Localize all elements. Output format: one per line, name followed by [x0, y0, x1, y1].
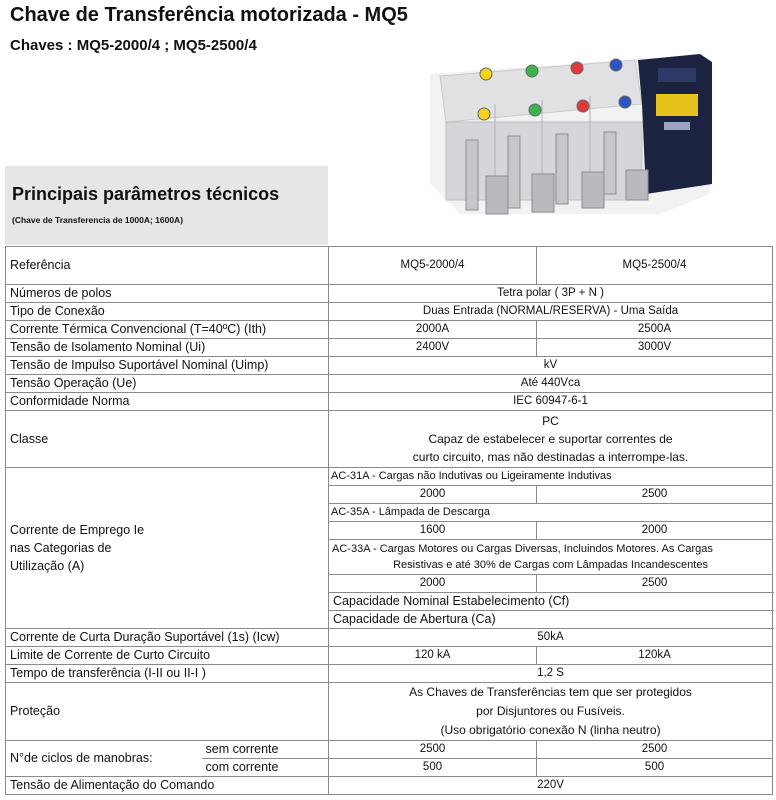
label-alimentacao: Tensão de Alimentação do Comando [6, 777, 329, 795]
ac35a-2000: 1600 [329, 522, 537, 540]
ac33a-label [329, 540, 773, 575]
protecao-line-1: As Chaves de Transferências tem que ser protegidos [409, 685, 692, 699]
classe-line-3: curto circuito, mas não destinadas a interrompe-las. [412, 450, 689, 464]
label-protecao: Proteção [6, 683, 329, 741]
ac31a-2000: 2000 [329, 486, 537, 504]
isolamento-2500: 3000V [537, 339, 773, 357]
ac33a-2500: 2500 [537, 575, 773, 593]
parameters-header-box [5, 166, 328, 245]
pole-a-bottom-indicator [478, 108, 490, 120]
pole-n-top-indicator [610, 59, 622, 71]
termica-2500: 2500A [537, 321, 773, 339]
table-row [6, 339, 773, 357]
label-norma: Conformidade Norma [6, 393, 329, 411]
pole-a-top-indicator [480, 68, 492, 80]
ref-2500: MQ5-2500/4 [537, 247, 773, 285]
label-termica: Corrente Térmica Convencional (T=40ºC) (Ith) [6, 321, 329, 339]
ref-2000: MQ5-2000/4 [329, 247, 537, 285]
protecao-line-3: (Uso obrigatório conexão N (linha neutro) [440, 723, 661, 737]
value-operacao: Até 440Vca [329, 375, 773, 393]
table-row [6, 741, 773, 759]
table-row [6, 468, 773, 486]
table-row [6, 411, 773, 468]
table-row [6, 665, 773, 683]
page-title: Chave de Transferência motorizada - MQ5 [10, 4, 408, 26]
label-limite: Limite de Corrente de Curto Circuito [6, 647, 329, 665]
value-curta: 50kA [329, 629, 773, 647]
table-row [6, 777, 773, 795]
parameters-note: (Chave de Transferencia de 1000A; 1600A) [12, 215, 184, 225]
label-curta: Corrente de Curta Duração Suportável (1s) (Icw) [6, 629, 329, 647]
label-emprego [6, 468, 329, 629]
sem-2500: 2500 [537, 741, 773, 759]
transfer-switch-illustration [420, 44, 720, 220]
spec-table [5, 246, 773, 795]
label-abertura: Capacidade de Abertura (Ca) [329, 611, 773, 629]
label-conexao: Tipo de Conexão [6, 303, 329, 321]
label-sem-corrente: sem corrente [202, 741, 329, 759]
ac33a-line-1: AC-33A - Cargas Motores ou Cargas Diversas, Incluindos Motores. As Cargas [332, 543, 713, 555]
ac35a-2500: 2000 [537, 522, 773, 540]
pole-c-bottom-indicator [577, 100, 589, 112]
pole-b-bottom-indicator [529, 104, 541, 116]
emprego-line-2: nas Categorias de [10, 541, 112, 555]
label-com-corrente: com corrente [202, 759, 329, 777]
classe-line-1: PC [542, 414, 559, 428]
table-row [6, 629, 773, 647]
table-row [6, 285, 773, 303]
pole-b-top-indicator [526, 65, 538, 77]
termica-2000: 2000A [329, 321, 537, 339]
ac33a-2000: 2000 [329, 575, 537, 593]
label-classe: Classe [6, 411, 329, 468]
value-protecao [329, 683, 773, 741]
table-row [6, 247, 773, 285]
ac31a-label: AC-31A - Cargas não Indutivas ou Ligeiramente Indutivas [329, 468, 773, 486]
table-row [6, 683, 773, 741]
table-row [6, 321, 773, 339]
table-row [6, 647, 773, 665]
emprego-line-3: Utilização (A) [10, 559, 85, 573]
label-estabelecimento: Capacidade Nominal Estabelecimento (Cf) [329, 593, 773, 611]
ac35a-label: AC-35A - Lâmpada de Descarga [329, 504, 773, 522]
table-row [6, 357, 773, 375]
label-operacao: Tensão Operação (Ue) [6, 375, 329, 393]
table-row [6, 303, 773, 321]
pole-c-top-indicator [571, 62, 583, 74]
value-conexao: Duas Entrada (NORMAL/RESERVA) - Uma Saída [329, 303, 773, 321]
label-impulso: Tensão de Impulso Suportável Nominal (Uimp) [6, 357, 329, 375]
emprego-line-1: Corrente de Emprego Ie [10, 523, 145, 537]
ac31a-2500: 2500 [537, 486, 773, 504]
label-ciclos: N°de ciclos de manobras: [6, 741, 202, 777]
com-2500: 500 [537, 759, 773, 777]
isolamento-2000: 2400V [329, 339, 537, 357]
label-polos: Números de polos [6, 285, 329, 303]
ac33a-line-2: Resistivas e até 30% de Cargas com Lâmpadas Incandescentes [393, 559, 708, 571]
protecao-line-2: por Disjuntores ou Fusíveis. [476, 704, 625, 718]
page-subtitle: Chaves : MQ5-2000/4 ; MQ5-2500/4 [10, 37, 257, 54]
value-polos: Tetra polar ( 3P + N ) [329, 285, 773, 303]
value-impulso: kV [329, 357, 773, 375]
sem-2000: 2500 [329, 741, 537, 759]
label-tempo: Tempo de transferência (I-II ou II-I ) [6, 665, 329, 683]
table-row [6, 375, 773, 393]
parameters-title: Principais parâmetros técnicos [12, 184, 280, 204]
table-row [6, 393, 773, 411]
pole-n-bottom-indicator [619, 96, 631, 108]
limite-2000: 120 kA [329, 647, 537, 665]
label-isolamento: Tensão de Isolamento Nominal (Ui) [6, 339, 329, 357]
value-alimentacao: 220V [329, 777, 773, 795]
com-2000: 500 [329, 759, 537, 777]
label-referencia: Referência [6, 247, 329, 285]
value-norma: IEC 60947-6-1 [329, 393, 773, 411]
value-classe [329, 411, 773, 468]
limite-2500: 120kA [537, 647, 773, 665]
classe-line-2: Capaz de estabelecer e suportar correntes de [428, 432, 673, 446]
value-tempo: 1,2 S [329, 665, 773, 683]
